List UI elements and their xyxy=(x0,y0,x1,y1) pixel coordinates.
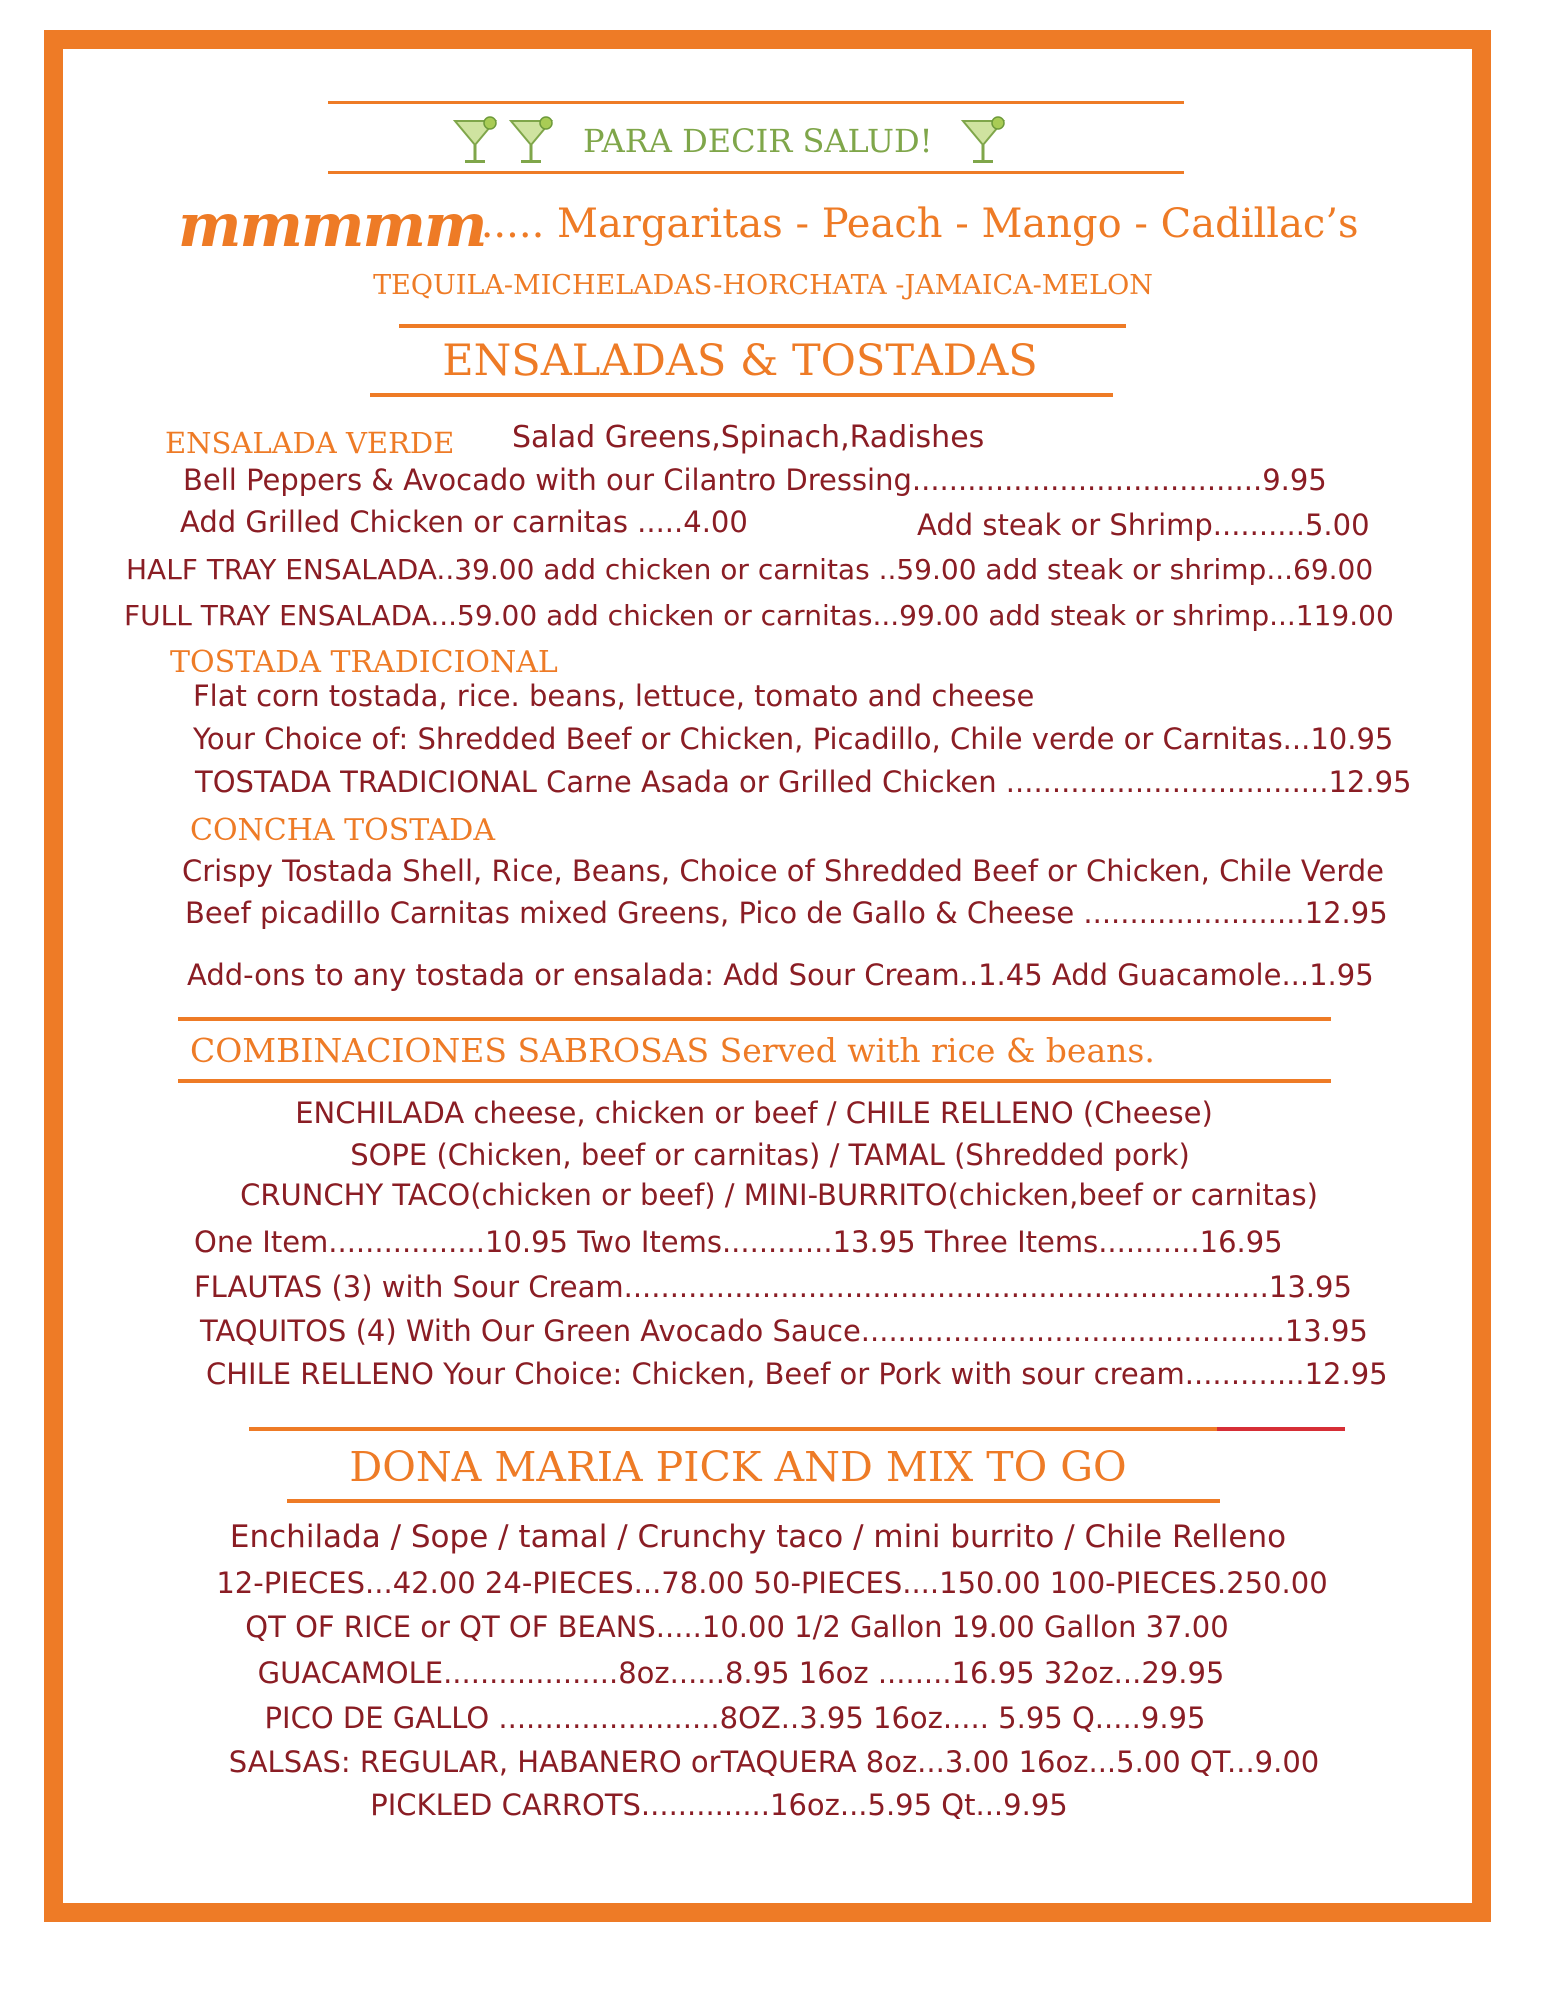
chile-relleno-item: CHILE RELLENO Your Choice: Chicken, Beef or Pork with sour cream.............12.95 xyxy=(206,1357,1388,1391)
combinaciones-top-rule xyxy=(178,1017,1331,1021)
combinaciones-line2: SOPE (Chicken, beef or carnitas) / TAMAL (Shredded pork) xyxy=(350,1138,1190,1172)
dona-maria-pico: PICO DE GALLO ........................8OZ..3.95 16oz..... 5.95 Q.....9.95 xyxy=(264,1701,1206,1735)
dona-maria-rice-beans: QT OF RICE or QT OF BEANS.....10.00 1/2 Gallon 19.00 Gallon 37.00 xyxy=(245,1610,1229,1644)
combinaciones-line1: ENCHILADA cheese, chicken or beef / CHILE RELLENO (Cheese) xyxy=(295,1096,1213,1130)
ensalada-verde-add-chicken: Add Grilled Chicken or carnitas .....4.00 xyxy=(180,505,748,539)
banner-bottom-rule xyxy=(328,171,1184,174)
drinks-line-tequila: TEQUILA-MICHELADAS-HORCHATA -JAMAICA-MELON xyxy=(373,270,1153,301)
margarita-glass-icon xyxy=(508,115,554,167)
combinaciones-line3: CRUNCHY TACO(chicken or beef) / MINI-BURRITO(chicken,beef or carnitas) xyxy=(240,1178,1318,1212)
dona-maria-line1: Enchilada / Sope / tamal / Crunchy taco / mini burrito / Chile Relleno xyxy=(229,1519,1287,1555)
margarita-glass-icon xyxy=(452,115,498,167)
tostada-tradicional-title: TOSTADA TRADICIONAL xyxy=(170,645,558,680)
tostada-tradicional-line2: Your Choice of: Shredded Beef or Chicken, Picadillo, Chile verde or Carnitas...10.95 xyxy=(193,722,1394,756)
drinks-banner-text: PARA DECIR SALUD! xyxy=(583,122,933,160)
dona-maria-pieces: 12-PIECES...42.00 24-PIECES...78.00 50-PIECES....150.00 100-PIECES.250.00 xyxy=(216,1566,1328,1600)
concha-tostada-title: CONCHA TOSTADA xyxy=(190,813,496,848)
combinaciones-bottom-rule xyxy=(178,1079,1331,1083)
concha-tostada-line1: Crispy Tostada Shell, Rice, Beans, Choice of Shredded Beef or Chicken, Chile Verde xyxy=(182,854,1384,888)
taquitos-item: TAQUITOS (4) With Our Green Avocado Sauce..............................................13.95 xyxy=(200,1314,1368,1348)
combinaciones-item-prices: One Item.................10.95 Two Items............13.95 Three Items...........16.95 xyxy=(194,1225,1283,1259)
tostada-addons: Add-ons to any tostada or ensalada: Add Sour Cream..1.45 Add Guacamole...1.95 xyxy=(187,958,1374,992)
drinks-line-margaritas: ...... Margaritas - Peach - Mango - Cadillac’s xyxy=(468,201,1359,247)
half-tray-ensalada: HALF TRAY ENSALADA..39.00 add chicken or carnitas ..59.00 add steak or shrimp...69.00 xyxy=(126,553,1374,586)
ensalada-verde-desc2: Bell Peppers & Avocado with our Cilantro Dressing......................................9.95 xyxy=(183,463,1327,497)
concha-tostada-line2: Beef picadillo Carnitas mixed Greens, Pico de Gallo & Cheese ........................12.95 xyxy=(185,896,1388,930)
ensalada-verde-desc1: Salad Greens,Spinach,Radishes xyxy=(512,420,985,455)
full-tray-ensalada: FULL TRAY ENSALADA...59.00 add chicken or carnitas...99.00 add steak or shrimp...119.00 xyxy=(124,599,1394,632)
combinaciones-heading: COMBINACIONES SABROSAS Served with rice & beans. xyxy=(190,1031,1155,1070)
dona-maria-salsas: SALSAS: REGULAR, HABANERO orTAQUERA 8oz...3.00 16oz...5.00 QT...9.00 xyxy=(228,1745,1320,1779)
dona-maria-guacamole: GUACAMOLE...................8oz......8.95 16oz ........16.95 32oz...29.95 xyxy=(257,1656,1225,1690)
drinks-script-word: mmmmm xyxy=(178,191,486,261)
ensaladas-top-rule xyxy=(399,324,1126,328)
dona-maria-top-rule-red xyxy=(1217,1427,1345,1431)
ensaladas-heading: ENSALADAS & TOSTADAS xyxy=(442,336,1038,386)
dona-maria-pickled-carrots: PICKLED CARROTS..............16oz...5.95 Qt...9.95 xyxy=(370,1788,1068,1822)
ensaladas-bottom-rule xyxy=(370,393,1113,397)
ensalada-verde-title: ENSALADA VERDE xyxy=(165,426,455,460)
dona-maria-heading: DONA MARIA PICK AND MIX TO GO xyxy=(349,1443,1127,1491)
flautas-item: FLAUTAS (3) with Sour Cream......................................................................13.95 xyxy=(194,1270,1352,1304)
dona-maria-top-rule xyxy=(249,1427,1217,1431)
dona-maria-bottom-rule xyxy=(287,1499,1220,1503)
margarita-glass-icon xyxy=(960,115,1006,167)
tostada-tradicional-line1: Flat corn tostada, rice. beans, lettuce, tomato and cheese xyxy=(193,679,1035,713)
banner-top-rule xyxy=(328,101,1184,104)
tostada-tradicional-line3: TOSTADA TRADICIONAL Carne Asada or Grilled Chicken ...................................12.95 xyxy=(195,765,1412,799)
ensalada-verde-add-steak: Add steak or Shrimp..........5.00 xyxy=(917,508,1370,542)
